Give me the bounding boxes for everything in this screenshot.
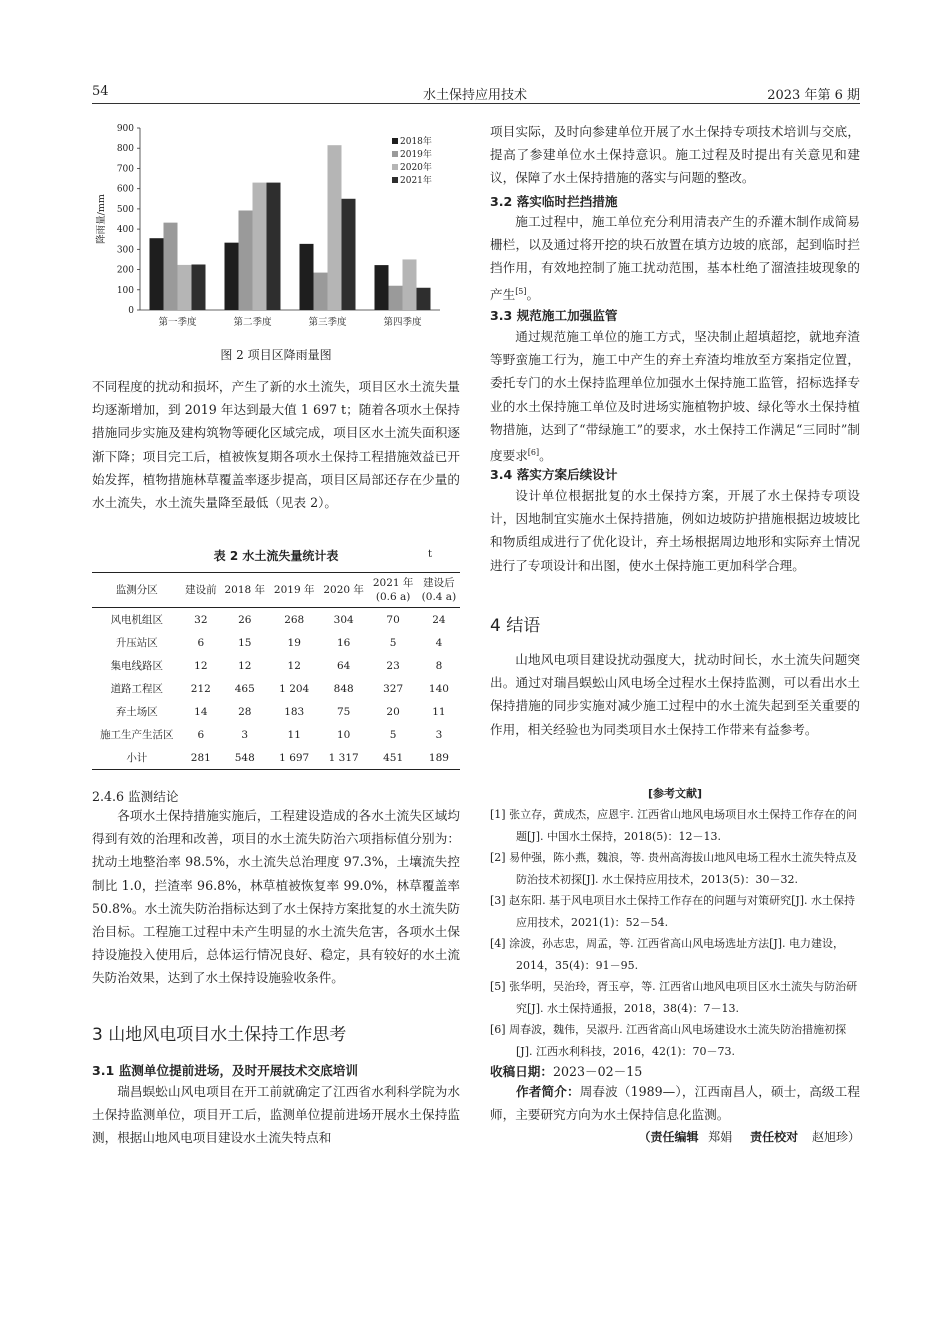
paragraph: 不同程度的扰动和损坏，产生了新的水土流失，项目区水土流失量均逐渐增加，到 2019 年达到最大值 1 697 t；随着各项水土保持措施同步实施及建构筑物等硬化区域完成，项目区水土流失面积逐渐下降；项目完工后，植被恢复期各项水土保持工程措施效益已开始发挥，植物措施林草覆盖率逐步提高，项目区局部还存在少量的水土流失，水土流失量降至最低（见表 2）。 (92, 379, 460, 511)
bar-2021年-第一季度 (192, 265, 206, 311)
legend-swatch (392, 177, 398, 183)
table-cell: 升压站区 (115, 637, 158, 649)
editor-line: （责任编辑 郑娟 责任校对 赵旭珍） (638, 1130, 860, 1144)
y-tick-label: 400 (116, 225, 134, 236)
citation: [6] (527, 448, 540, 458)
section-3-heading: 3 山地风电项目水土保持工作思考 (92, 1025, 347, 1045)
table-cell: 14 (194, 705, 208, 718)
table-cell: 327 (383, 682, 404, 695)
y-tick-label: 200 (116, 265, 134, 276)
table-cell: 3 (435, 728, 443, 741)
bar-2018年-第二季度 (225, 243, 239, 310)
table-cell: 3 (241, 728, 249, 741)
paragraph: 瑞昌蜈蚣山风电项目在开工前就确定了江西省水利科学院为水土保持监测单位，项目开工后，监测单位提前进场开展水土保持监测，根据山地风电项目建设水土流失特点和 (92, 1084, 460, 1146)
table-cell: 548 (220, 746, 269, 770)
table-cell: 6 (197, 636, 205, 649)
table-cell: 212 (190, 682, 211, 695)
table-row (92, 700, 460, 723)
bar-2020年-第四季度 (403, 259, 417, 310)
y-tick-label: 800 (116, 144, 134, 155)
table-cell: 11 (287, 728, 301, 741)
table-header-cell: 2018 年 (220, 573, 269, 608)
reference-item: [2] 易仲强，陈小燕，魏浪，等. 贵州高海拔山地风电场工程水土流失特点及防治技术初探[J]. 水土保持应用技术，2013(5)：30－32. (490, 851, 858, 886)
bar-2019年-第四季度 (389, 286, 403, 310)
table-row (92, 608, 460, 632)
table-cell: 32 (194, 613, 208, 626)
x-tick-label: 第三季度 (308, 317, 347, 328)
rainfall-chart (92, 118, 460, 338)
table-row (92, 723, 460, 746)
table-cell: 12 (194, 659, 208, 672)
y-tick-label: 100 (116, 285, 134, 296)
reference-item: [3] 赵东阳. 基于风电项目水土保持工作存在的问题与对策研究[J]. 水土保持应用技术，2021(1)：52－54. (490, 894, 856, 929)
table-header-cell: 2021 年 (0.6 a) (368, 573, 417, 608)
table-row (92, 654, 460, 677)
paragraph: 山地风电项目建设扰动强度大，扰动时间长，水土流失问题突出。通过对瑞昌蜈蚣山风电场全过程水土保持监测，可以看出水土保持措施的同步实施对减少施工过程中的水土流失起到至关重要的作用，相关经验也为同类项目水土保持工作带来有益参考。 (490, 652, 860, 737)
reference-item: [4] 涂波，孙志忠，周孟，等. 江西省高山风电场选址方法[J]. 电力建设，2014，35(4)：91－95. (490, 937, 845, 972)
bar-2018年-第一季度 (150, 238, 164, 310)
table-cell: 189 (418, 746, 460, 770)
paragraph: 设计单位根据批复的水土保持方案，开展了水土保持专项设计，因地制宜实施水土保持措施，例如边坡防护措施根据边坡坡比和物质组成进行了优化设计，弃土场根据周边地形和实际弃土情况进行了专项设计和出图，使水土保持施工更加科学合理。 (490, 488, 860, 573)
legend-swatch (392, 151, 398, 157)
table-cell: 848 (333, 682, 354, 695)
table-cell: 12 (287, 659, 301, 672)
table-cell: 1 204 (279, 682, 310, 695)
bar-2021年-第二季度 (267, 183, 281, 310)
bar-2019年-第一季度 (164, 223, 178, 310)
table-row (92, 631, 460, 654)
section-4-heading: 4 结语 (490, 616, 541, 636)
y-tick-label: 900 (116, 124, 134, 134)
table-cell: 4 (435, 636, 443, 649)
table-cell: 5 (389, 728, 397, 741)
bar-2020年-第二季度 (253, 183, 267, 310)
table-cell: 70 (386, 613, 400, 626)
table-unit: t (427, 549, 432, 560)
table-cell: 集电线路区 (110, 660, 164, 672)
y-tick-label: 0 (128, 306, 134, 316)
table-cell: 10 (336, 728, 351, 741)
table-row (92, 746, 460, 770)
table-cell: 268 (284, 613, 305, 626)
bar-2021年-第四季度 (417, 288, 431, 310)
bar-2019年-第三季度 (314, 273, 328, 310)
table-cell: 11 (432, 705, 446, 718)
table-header-cell: 建设后 (0.4 a) (418, 573, 460, 608)
table-caption: 表 2 水土流失量统计表 (213, 549, 339, 563)
table-cell: 26 (238, 613, 252, 626)
y-axis-label: 降雨量/mm (96, 194, 107, 244)
section-3-2-heading: 3.2 落实临时拦挡措施 (490, 194, 618, 209)
reference-item: [5] 张华明，吴治玲，胥玉亭，等. 江西省山地风电项目区水土流失与防治研究[J]. 水土保持通报，2018，38(4)：7－13. (490, 980, 858, 1015)
received-date: 收稿日期：2023－02－15 (490, 1064, 643, 1079)
table-cell: 12 (238, 659, 252, 672)
table-cell: 15 (238, 636, 252, 649)
legend-swatch (392, 164, 398, 170)
section-3-3-heading: 3.3 规范施工加强监管 (490, 308, 618, 323)
x-tick-label: 第一季度 (158, 317, 197, 328)
table-cell: 465 (234, 682, 255, 695)
header-rule (92, 103, 860, 104)
table-cell: 1 697 (269, 746, 318, 770)
table-cell: 弃土场区 (115, 706, 158, 718)
y-tick-label: 300 (116, 245, 134, 256)
reference-item: [1] 张立存，黄成杰，应恩宇. 江西省山地风电场项目水土保持工作存在的问题[J]. 中国水土保持，2018(5)：12－13. (490, 808, 858, 843)
legend-swatch (392, 138, 398, 144)
table-header-cell: 监测分区 (92, 573, 182, 608)
table-cell: 24 (432, 613, 446, 626)
section-2-4-6-heading: 2.4.6 监测结论 (92, 789, 179, 804)
table-cell: 风电机组区 (110, 614, 164, 626)
table-cell: 20 (386, 705, 400, 718)
legend-label: 2018年 (400, 137, 432, 147)
bar-2020年-第三季度 (328, 145, 342, 310)
table-header-cell: 2020 年 (319, 573, 368, 608)
table-header-cell: 2019 年 (269, 573, 318, 608)
journal-title: 水土保持应用技术 (422, 88, 527, 103)
references-list (490, 804, 860, 1062)
table-cell: 道路工程区 (110, 683, 164, 695)
x-tick-label: 第四季度 (383, 317, 422, 328)
table-cell: 23 (386, 659, 400, 672)
erosion-table (92, 572, 460, 770)
section-3-1-heading: 3.1 监测单位提前进场，及时开展技术交底培训 (92, 1063, 358, 1078)
bar-2018年-第三季度 (300, 244, 314, 310)
table-header-cell: 建设前 (182, 573, 220, 608)
figure-caption: 图 2 项目区降雨量图 (220, 348, 332, 362)
y-tick-label: 600 (116, 184, 134, 195)
citation: [5] (515, 286, 527, 296)
table-cell: 8 (435, 659, 443, 672)
bar-2020年-第一季度 (178, 265, 192, 310)
bar-2019年-第二季度 (239, 211, 253, 310)
table-cell: 16 (336, 636, 351, 649)
y-tick-label: 500 (116, 204, 134, 215)
table-cell: 1 317 (319, 746, 368, 770)
bar-2018年-第四季度 (375, 265, 389, 310)
author-bio: 作者简介：周春波（1989—），江西南昌人，硕士，高级工程师，主要研究方向为水土保持信息化监测。 (490, 1084, 860, 1123)
references-title: [参考文献] (647, 787, 703, 800)
legend-label: 2020年 (400, 163, 432, 173)
legend-label: 2021年 (400, 176, 432, 186)
table-cell: 451 (368, 746, 417, 770)
table-cell: 施工生产生活区 (100, 729, 174, 741)
table-cell: 28 (238, 705, 252, 718)
legend-label: 2019年 (400, 150, 432, 160)
table-cell: 183 (284, 705, 305, 718)
y-tick-label: 700 (116, 164, 134, 175)
paragraph: 项目实际，及时向参建单位开展了水土保持专项技术培训与交底，提高了参建单位水土保持意识。施工过程及时提出有关意见和建议，保障了水土保持措施的落实与问题的整改。 (490, 124, 860, 186)
bar-2021年-第三季度 (342, 199, 356, 310)
section-3-4-heading: 3.4 落实方案后续设计 (490, 467, 618, 482)
paragraph: 各项水土保持措施实施后，工程建设造成的各水土流失区域均得到有效的治理和改善，项目的水土流失防治六项指标值分别为：扰动土地整治率 98.5%，水土流失总治理度 97.3%，土壤流失控制比 1.0，拦渣率 96.8%，林草植被恢复率 99.0%，林草覆盖率 50.8%。水土流失防治指标达到了水土保持方案批复的水土流失防治目标。工程施工过程中未产生明显的水土流失危害，各项水土保持设施投入使用后，总体运行情况良好、稳定，具有较好的水土流失防治效果，达到了水土保持设施验收条件。 (92, 808, 460, 986)
table-cell: 64 (336, 659, 351, 672)
paragraph: 施工过程中，施工单位充分利用清表产生的乔灌木制作成简易栅栏，以及通过将开挖的块石放置在填方边坡的底部，起到临时拦挡作用，有效地控制了施工扰动范围，基本杜绝了溜渣挂坡现象的产生[5]。 (490, 214, 860, 302)
table-cell: 281 (182, 746, 220, 770)
reference-item: [6] 周春波，魏伟，吴淑丹. 江西省高山风电场建设水土流失防治措施初探[J]. 江西水利科技，2016，42(1)：70－73. (490, 1023, 847, 1058)
issue-label: 2023 年第 6 期 (767, 88, 860, 103)
table-cell: 19 (287, 636, 301, 649)
table-caption-row (92, 547, 460, 564)
table-cell: 304 (333, 613, 354, 626)
x-tick-label: 第二季度 (233, 317, 272, 328)
table-cell: 5 (389, 636, 397, 649)
paragraph: 通过规范施工单位的施工方式，坚决制止超填超挖，就地弃渣等野蛮施工行为，施工中产生的弃土弃渣均堆放至方案指定位置，委托专门的水土保持监理单位加强水土保持施工监管，招标选择专业的水土保持施工单位及时进场实施植物护坡、绿化等水土保持植物措施，达到了“带绿施工”的要求，水土保持工作满足“三同时”制度要求[6]。 (490, 329, 860, 464)
table-cell: 小计 (92, 746, 182, 770)
table-cell: 6 (197, 728, 205, 741)
table-row (92, 677, 460, 700)
table-cell: 140 (428, 682, 449, 695)
table-cell: 75 (336, 705, 351, 718)
page-number: 54 (92, 84, 109, 99)
